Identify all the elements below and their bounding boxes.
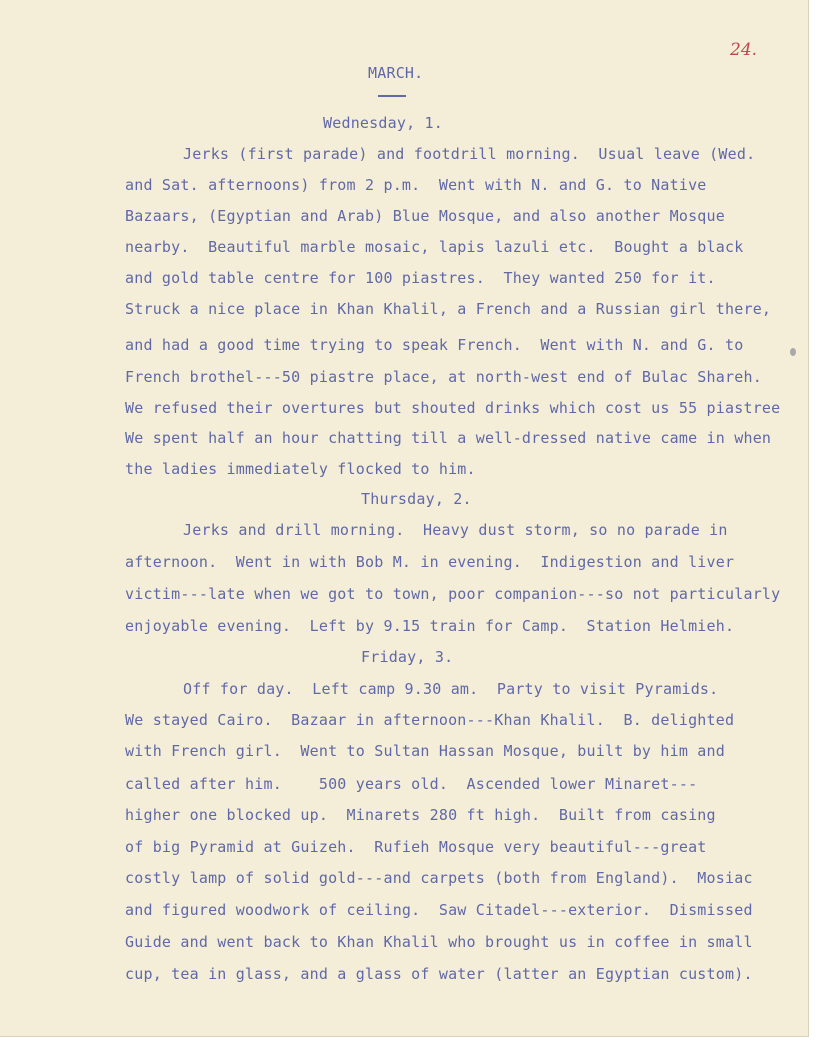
body-line: the ladies immediately flocked to him. (125, 460, 476, 478)
body-line: Jerks (first parade) and footdrill morning. Usual leave (Wed. (183, 145, 756, 163)
body-line: with French girl. Went to Sultan Hassan Mosque, built by him and (125, 742, 725, 760)
body-line: French brothel---50 piastre place, at north-west end of Bulac Shareh. (125, 368, 762, 386)
body-line: and had a good time trying to speak French. Went with N. and G. to (125, 336, 744, 354)
page-number: 24. (730, 40, 758, 60)
body-line: and gold table centre for 100 piastres. They wanted 250 for it. (125, 269, 716, 287)
body-line: Bazaars, (Egyptian and Arab) Blue Mosque, and also another Mosque (125, 207, 725, 225)
body-line: We stayed Cairo. Bazaar in afternoon---Khan Khalil. B. delighted (125, 711, 735, 729)
body-line: We refused their overtures but shouted drinks which cost us 55 piastree (125, 399, 781, 417)
date-heading-thursday: Thursday, 2. (361, 490, 472, 508)
body-line: of big Pyramid at Guizeh. Rufieh Mosque very beautiful---great (125, 838, 707, 856)
body-line: Guide and went back to Khan Khalil who brought us in coffee in small (125, 933, 753, 951)
body-line: higher one blocked up. Minarets 280 ft high. Built from casing (125, 806, 716, 824)
body-line: Struck a nice place in Khan Khalil, a French and a Russian girl there, (125, 300, 772, 318)
body-line: afternoon. Went in with Bob M. in evening. Indigestion and liver (125, 553, 735, 571)
body-line: nearby. Beautiful marble mosaic, lapis lazuli etc. Bought a black (125, 238, 744, 256)
date-heading-wednesday: Wednesday, 1. (323, 114, 443, 132)
body-line: victim---late when we got to town, poor companion---so not particularly (125, 585, 781, 603)
margin-mark (790, 348, 796, 356)
body-line: Jerks and drill morning. Heavy dust storm, so no parade in (183, 521, 728, 539)
body-line: and figured woodwork of ceiling. Saw Citadel---exterior. Dismissed (125, 901, 753, 919)
body-line: enjoyable evening. Left by 9.15 train for Camp. Station Helmieh. (125, 617, 735, 635)
date-heading-friday: Friday, 3. (361, 648, 454, 666)
body-line: cup, tea in glass, and a glass of water (latter an Egyptian custom). (125, 965, 753, 983)
body-line: costly lamp of solid gold---and carpets (both from England). Mosiac (125, 869, 753, 887)
heading-underline (378, 95, 406, 97)
body-line: called after him. 500 years old. Ascended lower Minaret--- (125, 775, 698, 793)
body-line: We spent half an hour chatting till a well-dressed native came in when (125, 429, 772, 447)
body-line: Off for day. Left camp 9.30 am. Party to visit Pyramids. (183, 680, 719, 698)
body-line: and Sat. afternoons) from 2 p.m. Went with N. and G. to Native (125, 176, 707, 194)
month-heading: MARCH. (368, 64, 424, 82)
